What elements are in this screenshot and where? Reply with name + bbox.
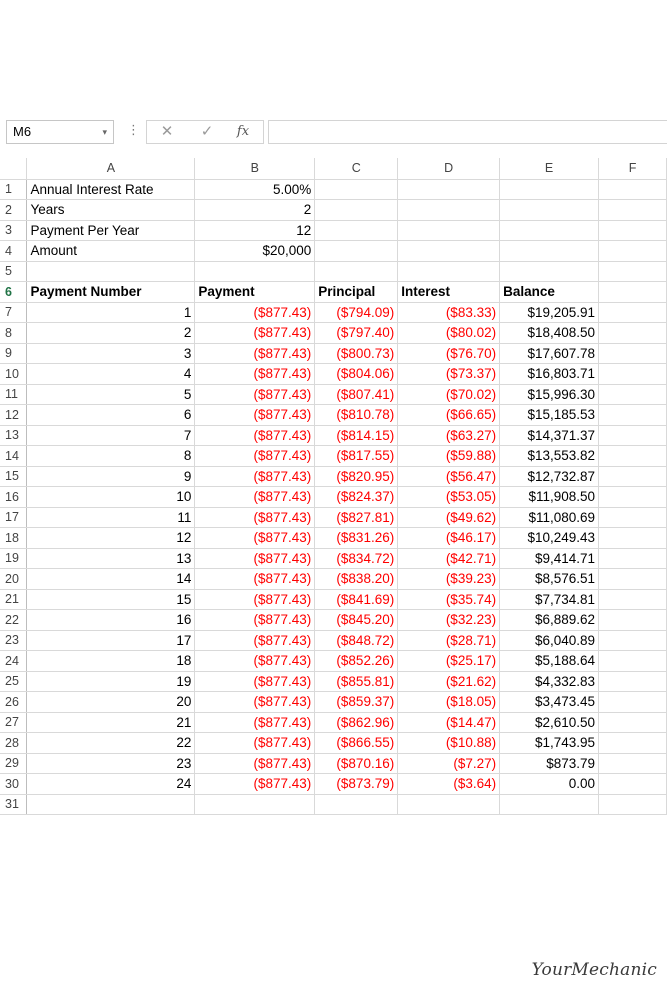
row-header[interactable]: 22 bbox=[0, 610, 27, 631]
balance-cell[interactable]: 0.00 bbox=[500, 774, 599, 795]
row-header[interactable]: 26 bbox=[0, 692, 27, 713]
header-principal[interactable]: Principal bbox=[315, 282, 398, 303]
table-row bbox=[0, 794, 667, 815]
payment-number-cell[interactable]: 11 bbox=[27, 507, 195, 528]
payment-number-cell[interactable]: 6 bbox=[27, 405, 195, 426]
principal-cell[interactable]: ($820.95) bbox=[315, 466, 398, 487]
payment-cell[interactable]: ($877.43) bbox=[195, 774, 315, 795]
principal-cell[interactable]: ($797.40) bbox=[315, 323, 398, 344]
row-header[interactable]: 7 bbox=[0, 302, 27, 323]
row-header[interactable]: 3 bbox=[0, 220, 27, 241]
row-header[interactable]: 11 bbox=[0, 384, 27, 405]
table-row bbox=[0, 446, 667, 467]
principal-cell[interactable]: ($827.81) bbox=[315, 507, 398, 528]
interest-cell[interactable]: ($56.47) bbox=[398, 466, 500, 487]
interest-cell[interactable]: ($70.02) bbox=[398, 384, 500, 405]
table-row bbox=[0, 610, 667, 631]
balance-cell[interactable]: $7,734.81 bbox=[500, 589, 599, 610]
table-row bbox=[0, 712, 667, 733]
table-row bbox=[0, 630, 667, 651]
payment-number-cell[interactable]: 5 bbox=[27, 384, 195, 405]
row-header[interactable]: 31 bbox=[0, 794, 27, 815]
table-row bbox=[0, 753, 667, 774]
row-header[interactable]: 17 bbox=[0, 507, 27, 528]
table-row bbox=[0, 220, 667, 241]
select-all-corner[interactable] bbox=[0, 158, 27, 179]
payment-number-cell[interactable]: 3 bbox=[27, 343, 195, 364]
cell[interactable] bbox=[398, 241, 500, 262]
principal-cell[interactable]: ($852.26) bbox=[315, 651, 398, 672]
table-row bbox=[0, 261, 667, 282]
principal-cell[interactable]: ($814.15) bbox=[315, 425, 398, 446]
cell-a2[interactable]: Years bbox=[27, 200, 195, 221]
cell[interactable] bbox=[500, 261, 599, 282]
cell[interactable] bbox=[398, 179, 500, 200]
payment-number-cell[interactable]: 24 bbox=[27, 774, 195, 795]
cell[interactable] bbox=[599, 282, 667, 303]
payment-cell[interactable]: ($877.43) bbox=[195, 569, 315, 590]
balance-cell[interactable]: $10,249.43 bbox=[500, 528, 599, 549]
cell[interactable] bbox=[315, 241, 398, 262]
cell[interactable] bbox=[599, 651, 667, 672]
principal-cell[interactable]: ($831.26) bbox=[315, 528, 398, 549]
row-header[interactable]: 24 bbox=[0, 651, 27, 672]
payment-number-cell[interactable]: 22 bbox=[27, 733, 195, 754]
cell[interactable] bbox=[599, 384, 667, 405]
payment-number-cell[interactable]: 18 bbox=[27, 651, 195, 672]
name-box-value: M6 bbox=[13, 124, 32, 139]
cell[interactable] bbox=[599, 446, 667, 467]
formula-bar bbox=[0, 118, 667, 148]
interest-cell[interactable]: ($35.74) bbox=[398, 589, 500, 610]
principal-cell[interactable]: ($845.20) bbox=[315, 610, 398, 631]
balance-cell[interactable]: $12,732.87 bbox=[500, 466, 599, 487]
principal-cell[interactable]: ($800.73) bbox=[315, 343, 398, 364]
cell-b4[interactable]: $20,000 bbox=[195, 241, 315, 262]
cell[interactable] bbox=[599, 220, 667, 241]
principal-cell[interactable]: ($804.06) bbox=[315, 364, 398, 385]
row-header[interactable]: 21 bbox=[0, 589, 27, 610]
interest-cell[interactable]: ($14.47) bbox=[398, 712, 500, 733]
column-header-f[interactable]: F bbox=[599, 158, 667, 179]
principal-cell[interactable]: ($810.78) bbox=[315, 405, 398, 426]
cell[interactable] bbox=[599, 610, 667, 631]
row-header[interactable]: 29 bbox=[0, 753, 27, 774]
payment-cell[interactable]: ($877.43) bbox=[195, 446, 315, 467]
table-row bbox=[0, 343, 667, 364]
cell[interactable] bbox=[599, 323, 667, 344]
payment-number-cell[interactable]: 4 bbox=[27, 364, 195, 385]
cell[interactable] bbox=[599, 405, 667, 426]
cell[interactable] bbox=[500, 794, 599, 815]
table-row bbox=[0, 569, 667, 590]
payment-cell[interactable]: ($877.43) bbox=[195, 651, 315, 672]
principal-cell[interactable]: ($855.81) bbox=[315, 671, 398, 692]
payment-number-cell[interactable]: 7 bbox=[27, 425, 195, 446]
row-header[interactable]: 15 bbox=[0, 466, 27, 487]
cell[interactable] bbox=[599, 179, 667, 200]
payment-number-cell[interactable]: 20 bbox=[27, 692, 195, 713]
table-row bbox=[0, 241, 667, 262]
interest-cell[interactable]: ($21.62) bbox=[398, 671, 500, 692]
header-interest[interactable]: Interest bbox=[398, 282, 500, 303]
principal-cell[interactable]: ($873.79) bbox=[315, 774, 398, 795]
header-balance[interactable]: Balance bbox=[500, 282, 599, 303]
principal-cell[interactable]: ($859.37) bbox=[315, 692, 398, 713]
cell[interactable] bbox=[599, 794, 667, 815]
enter-icon[interactable]: ✓ bbox=[200, 123, 214, 140]
cell[interactable] bbox=[27, 794, 195, 815]
payment-cell[interactable]: ($877.43) bbox=[195, 548, 315, 569]
payment-number-cell[interactable]: 14 bbox=[27, 569, 195, 590]
row-header[interactable]: 20 bbox=[0, 569, 27, 590]
cell[interactable] bbox=[599, 343, 667, 364]
cell[interactable] bbox=[500, 241, 599, 262]
cell[interactable] bbox=[398, 220, 500, 241]
cancel-icon[interactable]: ✕ bbox=[160, 123, 174, 140]
payment-number-cell[interactable]: 10 bbox=[27, 487, 195, 508]
cell[interactable] bbox=[599, 589, 667, 610]
balance-cell[interactable]: $18,408.50 bbox=[500, 323, 599, 344]
balance-cell[interactable]: $13,553.82 bbox=[500, 446, 599, 467]
cell[interactable] bbox=[599, 753, 667, 774]
payment-cell[interactable]: ($877.43) bbox=[195, 589, 315, 610]
principal-cell[interactable]: ($807.41) bbox=[315, 384, 398, 405]
interest-cell[interactable]: ($83.33) bbox=[398, 302, 500, 323]
cell[interactable] bbox=[599, 200, 667, 221]
principal-cell[interactable]: ($866.55) bbox=[315, 733, 398, 754]
name-box[interactable] bbox=[6, 120, 114, 144]
cell[interactable] bbox=[315, 200, 398, 221]
cell[interactable] bbox=[599, 241, 667, 262]
balance-cell[interactable]: $15,185.53 bbox=[500, 405, 599, 426]
cell[interactable] bbox=[599, 712, 667, 733]
table-row bbox=[0, 671, 667, 692]
interest-cell[interactable]: ($32.23) bbox=[398, 610, 500, 631]
table-row bbox=[0, 364, 667, 385]
cell[interactable] bbox=[599, 569, 667, 590]
payment-number-cell[interactable]: 16 bbox=[27, 610, 195, 631]
balance-cell[interactable]: $2,610.50 bbox=[500, 712, 599, 733]
column-header-row bbox=[0, 158, 667, 179]
table-row bbox=[0, 466, 667, 487]
row-header[interactable]: 25 bbox=[0, 671, 27, 692]
cell[interactable] bbox=[315, 261, 398, 282]
spreadsheet-grid bbox=[0, 158, 667, 815]
row-header[interactable]: 1 bbox=[0, 179, 27, 200]
principal-cell[interactable]: ($824.37) bbox=[315, 487, 398, 508]
balance-cell[interactable]: $11,080.69 bbox=[500, 507, 599, 528]
cell[interactable] bbox=[599, 466, 667, 487]
interest-cell[interactable]: ($63.27) bbox=[398, 425, 500, 446]
balance-cell[interactable]: $17,607.78 bbox=[500, 343, 599, 364]
cell[interactable] bbox=[315, 794, 398, 815]
column-header-e[interactable]: E bbox=[500, 158, 599, 179]
principal-cell[interactable]: ($834.72) bbox=[315, 548, 398, 569]
row-header[interactable]: 12 bbox=[0, 405, 27, 426]
interest-cell[interactable]: ($73.37) bbox=[398, 364, 500, 385]
table-row bbox=[0, 200, 667, 221]
payment-cell[interactable]: ($877.43) bbox=[195, 507, 315, 528]
column-header-c[interactable]: C bbox=[315, 158, 398, 179]
table-row bbox=[0, 405, 667, 426]
interest-cell[interactable]: ($66.65) bbox=[398, 405, 500, 426]
row-header[interactable]: 13 bbox=[0, 425, 27, 446]
balance-cell[interactable]: $1,743.95 bbox=[500, 733, 599, 754]
cell[interactable] bbox=[599, 425, 667, 446]
payment-number-cell[interactable]: 17 bbox=[27, 630, 195, 651]
interest-cell[interactable]: ($25.17) bbox=[398, 651, 500, 672]
table-row bbox=[0, 487, 667, 508]
table-row bbox=[0, 528, 667, 549]
balance-cell[interactable]: $5,188.64 bbox=[500, 651, 599, 672]
cell-a3[interactable]: Payment Per Year bbox=[27, 220, 195, 241]
payment-cell[interactable]: ($877.43) bbox=[195, 302, 315, 323]
balance-cell[interactable]: $11,908.50 bbox=[500, 487, 599, 508]
row-header[interactable]: 18 bbox=[0, 528, 27, 549]
cell[interactable] bbox=[500, 179, 599, 200]
interest-cell[interactable]: ($49.62) bbox=[398, 507, 500, 528]
cell-b3[interactable]: 12 bbox=[195, 220, 315, 241]
payment-cell[interactable]: ($877.43) bbox=[195, 692, 315, 713]
payment-number-cell[interactable]: 15 bbox=[27, 589, 195, 610]
payment-cell[interactable]: ($877.43) bbox=[195, 733, 315, 754]
balance-cell[interactable]: $9,414.71 bbox=[500, 548, 599, 569]
balance-cell[interactable]: $6,889.62 bbox=[500, 610, 599, 631]
interest-cell[interactable]: ($46.17) bbox=[398, 528, 500, 549]
interest-cell[interactable]: ($18.05) bbox=[398, 692, 500, 713]
cell[interactable] bbox=[599, 671, 667, 692]
table-row bbox=[0, 589, 667, 610]
row-header[interactable]: 4 bbox=[0, 241, 27, 262]
payment-cell[interactable]: ($877.43) bbox=[195, 425, 315, 446]
principal-cell[interactable]: ($862.96) bbox=[315, 712, 398, 733]
table-row bbox=[0, 384, 667, 405]
payment-number-cell[interactable]: 19 bbox=[27, 671, 195, 692]
row-header[interactable]: 14 bbox=[0, 446, 27, 467]
row-header[interactable]: 28 bbox=[0, 733, 27, 754]
table-row bbox=[0, 774, 667, 795]
principal-cell[interactable]: ($870.16) bbox=[315, 753, 398, 774]
schedule-header-row bbox=[0, 282, 667, 303]
cell[interactable] bbox=[599, 302, 667, 323]
interest-cell[interactable]: ($10.88) bbox=[398, 733, 500, 754]
balance-cell[interactable]: $4,332.83 bbox=[500, 671, 599, 692]
table-row bbox=[0, 548, 667, 569]
cell-b1[interactable]: 5.00% bbox=[195, 179, 315, 200]
balance-cell[interactable]: $16,803.71 bbox=[500, 364, 599, 385]
header-payment[interactable]: Payment bbox=[195, 282, 315, 303]
row-header-active[interactable]: 6 bbox=[0, 282, 27, 303]
cell[interactable] bbox=[500, 200, 599, 221]
row-header[interactable]: 10 bbox=[0, 364, 27, 385]
table-row bbox=[0, 323, 667, 344]
payment-cell[interactable]: ($877.43) bbox=[195, 487, 315, 508]
interest-cell[interactable]: ($76.70) bbox=[398, 343, 500, 364]
formula-input[interactable] bbox=[268, 120, 667, 144]
cell[interactable] bbox=[195, 261, 315, 282]
payment-number-cell[interactable]: 23 bbox=[27, 753, 195, 774]
cell[interactable] bbox=[27, 261, 195, 282]
payment-number-cell[interactable]: 1 bbox=[27, 302, 195, 323]
row-header[interactable]: 5 bbox=[0, 261, 27, 282]
balance-cell[interactable]: $6,040.89 bbox=[500, 630, 599, 651]
cell[interactable] bbox=[195, 794, 315, 815]
principal-cell[interactable]: ($841.69) bbox=[315, 589, 398, 610]
row-header[interactable]: 30 bbox=[0, 774, 27, 795]
cell[interactable] bbox=[599, 548, 667, 569]
formula-buttons bbox=[146, 120, 264, 144]
balance-cell[interactable]: $3,473.45 bbox=[500, 692, 599, 713]
interest-cell[interactable]: ($28.71) bbox=[398, 630, 500, 651]
row-header[interactable]: 16 bbox=[0, 487, 27, 508]
principal-cell[interactable]: ($794.09) bbox=[315, 302, 398, 323]
payment-cell[interactable]: ($877.43) bbox=[195, 671, 315, 692]
payment-cell[interactable]: ($877.43) bbox=[195, 630, 315, 651]
row-header[interactable]: 2 bbox=[0, 200, 27, 221]
cell-a4[interactable]: Amount bbox=[27, 241, 195, 262]
principal-cell[interactable]: ($838.20) bbox=[315, 569, 398, 590]
interest-cell[interactable]: ($53.05) bbox=[398, 487, 500, 508]
payment-cell[interactable]: ($877.43) bbox=[195, 466, 315, 487]
balance-cell[interactable]: $873.79 bbox=[500, 753, 599, 774]
cell-a1[interactable]: Annual Interest Rate bbox=[27, 179, 195, 200]
payment-number-cell[interactable]: 8 bbox=[27, 446, 195, 467]
column-header-d[interactable]: D bbox=[398, 158, 500, 179]
cell[interactable] bbox=[315, 220, 398, 241]
interest-cell[interactable]: ($39.23) bbox=[398, 569, 500, 590]
payment-cell[interactable]: ($877.43) bbox=[195, 384, 315, 405]
table-row bbox=[0, 507, 667, 528]
row-header[interactable]: 19 bbox=[0, 548, 27, 569]
cell-b2[interactable]: 2 bbox=[195, 200, 315, 221]
row-header[interactable]: 8 bbox=[0, 323, 27, 344]
cell[interactable] bbox=[599, 733, 667, 754]
payment-number-cell[interactable]: 9 bbox=[27, 466, 195, 487]
payment-cell[interactable]: ($877.43) bbox=[195, 610, 315, 631]
payment-cell[interactable]: ($877.43) bbox=[195, 364, 315, 385]
insert-function-icon[interactable]: fx bbox=[236, 124, 250, 139]
cell[interactable] bbox=[599, 528, 667, 549]
payment-number-cell[interactable]: 13 bbox=[27, 548, 195, 569]
cell[interactable] bbox=[599, 774, 667, 795]
payment-cell[interactable]: ($877.43) bbox=[195, 753, 315, 774]
interest-cell[interactable]: ($80.02) bbox=[398, 323, 500, 344]
column-header-a[interactable]: A bbox=[27, 158, 195, 179]
row-header[interactable]: 27 bbox=[0, 712, 27, 733]
name-box-dropdown-icon[interactable]: ▾ bbox=[102, 127, 107, 137]
interest-cell[interactable]: ($42.71) bbox=[398, 548, 500, 569]
cell[interactable] bbox=[599, 261, 667, 282]
interest-cell[interactable]: ($59.88) bbox=[398, 446, 500, 467]
balance-cell[interactable]: $8,576.51 bbox=[500, 569, 599, 590]
interest-cell[interactable]: ($3.64) bbox=[398, 774, 500, 795]
cell[interactable] bbox=[500, 220, 599, 241]
payment-cell[interactable]: ($877.43) bbox=[195, 323, 315, 344]
payment-cell[interactable]: ($877.43) bbox=[195, 528, 315, 549]
table-row bbox=[0, 179, 667, 200]
cell[interactable] bbox=[599, 364, 667, 385]
cell[interactable] bbox=[599, 507, 667, 528]
interest-cell[interactable]: ($7.27) bbox=[398, 753, 500, 774]
principal-cell[interactable]: ($848.72) bbox=[315, 630, 398, 651]
watermark-logo: YourMechanic bbox=[531, 960, 657, 980]
cell[interactable] bbox=[599, 630, 667, 651]
table-row bbox=[0, 733, 667, 754]
payment-cell[interactable]: ($877.43) bbox=[195, 405, 315, 426]
principal-cell[interactable]: ($817.55) bbox=[315, 446, 398, 467]
row-header[interactable]: 23 bbox=[0, 630, 27, 651]
formula-bar-grip-icon[interactable]: ⋮ bbox=[127, 122, 140, 137]
balance-cell[interactable]: $14,371.37 bbox=[500, 425, 599, 446]
balance-cell[interactable]: $15,996.30 bbox=[500, 384, 599, 405]
table-row bbox=[0, 425, 667, 446]
balance-cell[interactable]: $19,205.91 bbox=[500, 302, 599, 323]
row-header[interactable]: 9 bbox=[0, 343, 27, 364]
payment-number-cell[interactable]: 2 bbox=[27, 323, 195, 344]
cell[interactable] bbox=[599, 487, 667, 508]
cell[interactable] bbox=[398, 261, 500, 282]
table-row bbox=[0, 302, 667, 323]
payment-number-cell[interactable]: 21 bbox=[27, 712, 195, 733]
cell[interactable] bbox=[398, 200, 500, 221]
payment-cell[interactable]: ($877.43) bbox=[195, 343, 315, 364]
cell[interactable] bbox=[599, 692, 667, 713]
cell[interactable] bbox=[398, 794, 500, 815]
column-header-b[interactable]: B bbox=[195, 158, 315, 179]
table-row bbox=[0, 651, 667, 672]
table-row bbox=[0, 692, 667, 713]
payment-cell[interactable]: ($877.43) bbox=[195, 712, 315, 733]
cell[interactable] bbox=[315, 179, 398, 200]
payment-number-cell[interactable]: 12 bbox=[27, 528, 195, 549]
header-payment-number[interactable]: Payment Number bbox=[27, 282, 195, 303]
